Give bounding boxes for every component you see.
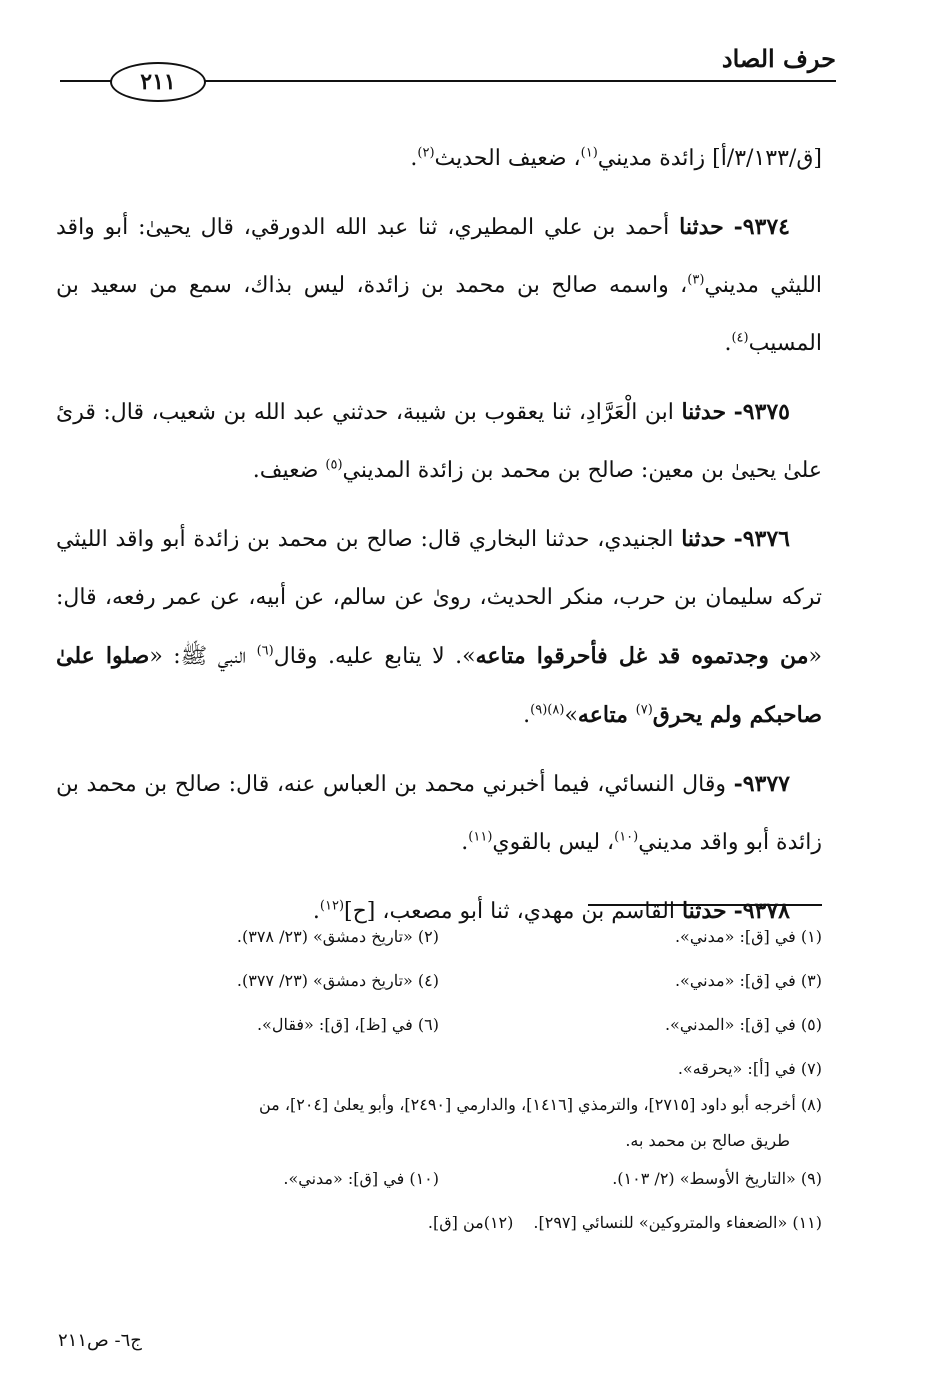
text: ابن الْعَرَّادِ، ثنا يعقوب بن شيبة، حدثني عبد الله بن شعيب، قال: قرئ علىٰ يحيىٰ بن معين: صالح بن محمد بن زائدة المديني [56,400,822,483]
footnote-8-continuation: طريق صالح بن محمد به. [625,1131,790,1150]
footnote-ref: (١٠) [614,829,639,845]
footnote-7: (٧) في [أ]: «يحرقه». [677,1059,822,1078]
text: » [564,703,578,728]
text: ضعيف. [252,458,326,483]
footnote-11: (١١) «الضعفاء والمتروكين» للنسائي [٢٩٧]. [533,1213,822,1232]
narration-keyword: حدثنا [681,526,726,552]
footnote-separator [588,904,822,906]
text: أحمد بن علي المطيري، ثنا عبد الله الدورقي، قال يحيىٰ: أبو واقد الليثي مديني [56,215,823,298]
hadith-quote: متاعه [577,702,636,728]
chapter-title: حرف الصاد [721,44,836,73]
footnote-ref: (٣) [687,272,705,288]
text: النبي ﷺ: « [149,644,257,669]
narration-keyword: حدثنا [681,399,727,425]
text: . [312,899,320,924]
text: . [410,146,418,171]
hadith-number: ٩٣٧٥- [733,399,790,425]
hadith-number: ٩٣٧٦- [733,526,790,552]
footnote-ref: (٥) [325,457,343,473]
page-number-badge [110,62,206,102]
footnote-ref: (١١) [468,829,493,845]
hadith-number: ٩٣٧٨- [733,898,790,924]
narration-keyword: حدثنا [681,898,727,924]
text: الجنيدي، حدثنا البخاري قال: صالح بن محمد بن زائدة أبو واقد الليثي تركه سليمان بن حرب، منكر الحديث، روىٰ عن سالم، عن أبيه، عن عمر رفعه، قال: « [56,527,822,669]
page-reference: ج٦- ص٢١١ [58,1330,142,1351]
hadith-9376 [56,510,822,745]
footnote-10: (١٠) في [ق]: «مدني». [283,1169,439,1188]
footnote-ref: (٧) [635,702,653,718]
footnote-8: (٨) أخرجه أبو داود [٢٧١٥]، والترمذي [١٤١٦]، والدارمي [٢٤٩٠]، وأبو يعلىٰ [٢٠٤]، من [258,1095,822,1114]
footnote-1: (١) في [ق]: «مدني». [674,927,822,946]
hadith-quote: من وجدتموه قد غل فأحرقوا متاعه [475,643,809,669]
text: . [724,331,732,356]
hadith-9375 [56,383,822,500]
footnote-6: (٦) في [ظ]، [ق]: «فقال». [256,1015,439,1034]
text: القاسم بن مهدي، ثنا أبو مصعب، [ح] [344,899,682,924]
footnotes [56,922,822,1252]
footnote-row [56,1208,822,1238]
hadith-9374 [56,198,822,373]
hadith-number: ٩٣٧٤- [733,214,790,240]
footnote-row [56,1010,822,1040]
footnote-12: (١٢)من [ق]. [427,1213,514,1232]
text: وقال النسائي، فيما أخبرني محمد بن العباس عنه، قال: صالح بن محمد بن زائدة أبو واقد مديني [56,772,822,855]
text: . [461,830,469,855]
hadith-number: ٩٣٧٧- [733,771,790,797]
hadith-quote: صلوا علىٰ صاحبكم ولم يحرق [56,643,822,728]
footnote-3: (٣) في [ق]: «مدني». [674,971,822,990]
text: [ق/٣/١٣٣/أ] زائدة مديني [597,146,822,171]
footnote-ref: (١٢) [319,898,345,914]
footnote-4: (٤) «تاريخ دمشق» (٢٣/ ٣٧٧). [236,971,439,990]
main-text [56,130,822,951]
footnote-2: (٢) «تاريخ دمشق» (٢٣/ ٣٧٨). [236,927,439,946]
text: ، ليس بالقوي [492,830,615,855]
footnote-ref: (٦) [256,643,274,659]
footnote-5: (٥) في [ق]: «المدني». [664,1015,822,1034]
paragraph-intro [56,130,822,188]
hadith-9377 [56,755,822,872]
footnote-ref: (١) [580,145,598,161]
text: ، واسمه صالح بن محمد بن زائدة، ليس بذاك، سمع من سعيد بن المسيب [56,273,822,356]
text: . [523,703,531,728]
footnote-ref: (٢) [417,145,435,161]
footnote-row [56,966,822,996]
footnote-row [56,1164,822,1194]
text: ، ضعيف الحديث [434,146,581,171]
text: ». لا يتابع عليه. وقال [273,644,476,669]
footnote-row [56,922,822,952]
footnote-ref: (٨)(٩) [530,702,565,718]
footnote-9: (٩) «التاريخ الأوسط» (٢/ ١٠٣). [612,1169,822,1188]
page-number: ٢١١ [140,69,176,95]
footnote-ref: (٤) [731,330,749,346]
narration-keyword: حدثنا [679,214,724,240]
